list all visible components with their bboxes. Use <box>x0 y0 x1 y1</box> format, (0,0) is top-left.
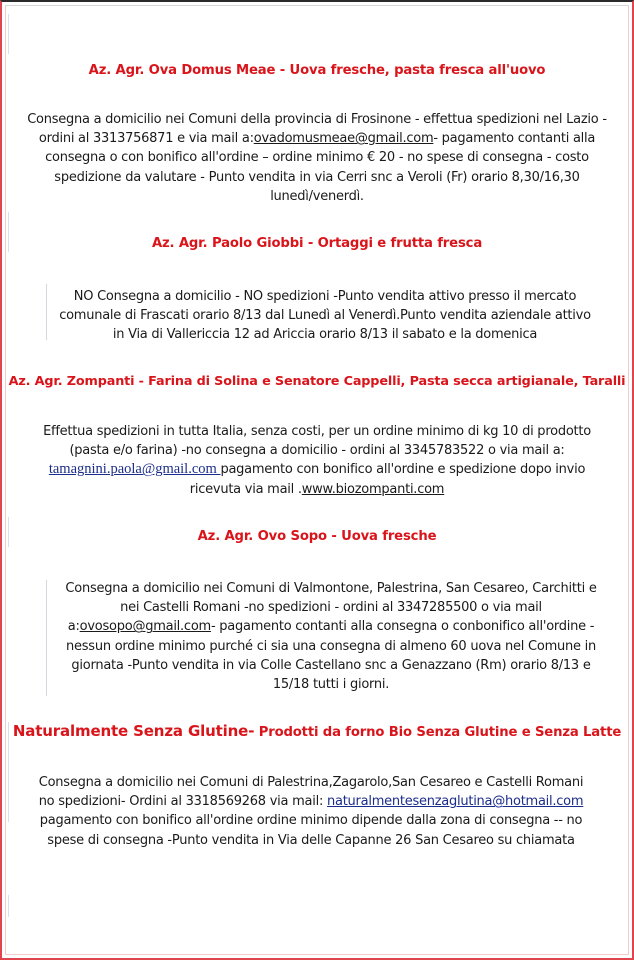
quote-rule <box>46 284 47 340</box>
section-body <box>36 422 598 499</box>
section-title: Az. Agr. Ova Domus Meae - Uova fresche, pasta fresca all'uovo <box>88 63 546 78</box>
title-main: Naturalmente Senza Glutine- <box>12 722 255 740</box>
left-rule <box>8 14 9 54</box>
email-link[interactable]: ovadomusmeae@gmail.com <box>253 131 434 147</box>
body-text: Consegna a domicilio nei Comuni di Palestrina,Zagarolo,San Cesareo e Castelli Romani no spedizioni- Ordini al 3318569268 via mail: <box>38 775 584 810</box>
section-body <box>24 110 610 206</box>
body-text: pagamento con bonifico all'ordine ordine minimo dipende dalla zona di consegna -- no spese di consegna -Punto vendita in Via delle Capanne 26 San Cesareo su chiamata <box>39 813 583 848</box>
section-body: NO Consegna a domicilio - NO spedizioni -Punto vendita attivo presso il mercato comunale di Frascati orario 8/13 dal Lunedì al Venerdì.Punto vendita aziendale attivo in Via di Vallericcia 12 ad Ariccia orario 8/13 il sabato e la domenica <box>59 289 591 343</box>
quote-rule <box>46 580 47 696</box>
website-link[interactable]: www.biozompanti.com <box>301 481 445 497</box>
left-rule <box>8 895 9 917</box>
body-text: Effettua spedizioni in tutta Italia, senza costi, per un ordine minimo di kg 10 di prodotto (pasta e/o farina) -no consegna a domicilio - ordini al 3345783522 o via mail a: <box>43 424 591 459</box>
body-text: - pagamento contanti alla consegna o conbonifico all'ordine - nessun ordine minimo purché ci sia una consegna di almeno 60 uova nel Comune in giornata -Punto vendita in via Colle Castellano snc a Genazzano (Rm) orario 8/13 e 15/18 tutti i giorni. <box>66 619 596 693</box>
section-body <box>64 579 598 694</box>
body-text: Consegna a domicilio nei Comuni di Valmontone, Palestrina, San Cesareo, Carchitti e nei Castelli Romani -no spedizioni - ordini al 3347285500 o via mail a: <box>65 581 597 635</box>
email-link[interactable]: tamagnini.paola@gmail.com <box>48 461 221 478</box>
body-text: pagamento con bonifico all'ordine e spedizione dopo invio ricevuta via mail . <box>189 462 586 497</box>
title-sub: Prodotti da forno Bio Senza Glutine e Senza Latte <box>254 725 622 740</box>
section-title: Az. Agr. Paolo Giobbi - Ortaggi e frutta fresca <box>151 236 483 251</box>
section-title: Az. Agr. Zompanti - Farina di Solina e Senatore Cappelli, Pasta secca artigianale, Taralli <box>8 374 626 389</box>
email-link[interactable]: naturalmentesenzaglutina@hotmail.com <box>326 794 584 810</box>
section-title <box>2 722 632 740</box>
body-text: Consegna a domicilio nei Comuni della provincia di Frosinone - effettua spedizioni nel Lazio - ordini al 3313756871 e via mail a: <box>27 112 607 147</box>
section-title: Az. Agr. Ovo Sopo - Uova fresche <box>197 529 437 544</box>
email-link[interactable]: ovosopo@gmail.com <box>79 619 211 635</box>
body-text: - pagamento contanti alla consegna o con bonifico all'ordine – ordine minimo € 20 - no spese di consegna - costo spedizione da valutare - Punto vendita in via Cerri snc a Veroli (Fr) orario 8,30/16,30 lunedì/venerdì. <box>45 131 596 204</box>
section-body <box>30 773 592 850</box>
